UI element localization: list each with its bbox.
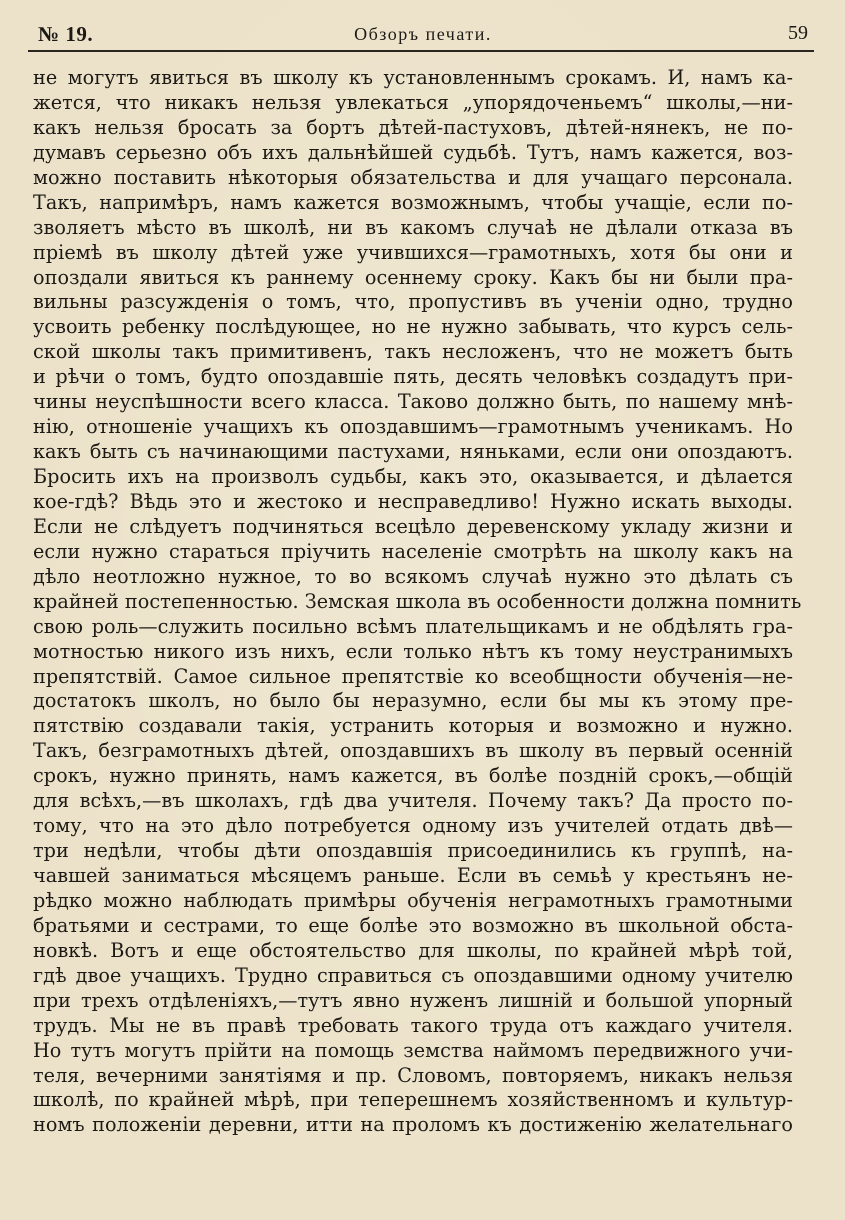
- text-line: Если не слѣдуетъ подчиняться всецѣло деревенскому укладу жизни и: [33, 514, 793, 538]
- text-line: какъ нельзя бросать за бортъ дѣтей-пастуховъ, дѣтей-нянекъ, не по-: [33, 115, 793, 139]
- article-body: [33, 66, 802, 1138]
- text-line: рѣдко можно наблюдать примѣры обученія неграмотныхъ грамотными: [33, 888, 793, 912]
- text-line: Такъ, безграмотныхъ дѣтей, опоздавшихъ въ школу въ первый осенній: [33, 739, 793, 763]
- text-line: жется, что никакъ нельзя увлекаться „упорядоченьемъ“ школы,—ни-: [33, 90, 793, 114]
- text-line: номъ положеніи деревни, итти на проломъ къ достиженію желательнаго: [33, 1113, 793, 1137]
- text-line: Бросить ихъ на произволъ судьбы, какъ это, оказывается, и дѣлается: [33, 465, 793, 488]
- text-line: мотностью никого изъ нихъ, если только нѣтъ къ тому неустранимыхъ: [33, 639, 793, 663]
- text-line: срокъ, нужно принять, намъ кажется, въ болѣе поздній срокъ,—общій: [33, 764, 793, 788]
- text-line: кое-гдѣ? Вѣдь это и жестоко и несправедливо! Нужно искать выходы.: [33, 489, 793, 513]
- text-line: можно поставить нѣкоторыя обязательства и для учащаго персонала.: [33, 165, 793, 189]
- text-line: препятствій. Самое сильное препятствіе ко всеобщности обученія—не-: [33, 664, 793, 688]
- issue-number: № 19.: [38, 22, 94, 46]
- text-line: нію, отношеніе учащихъ къ опоздавшимъ—грамотнымъ ученикамъ. Но: [33, 415, 793, 439]
- text-line: три недѣли, чтобы дѣти опоздавшія присоединились къ группѣ, на-: [33, 839, 793, 863]
- text-line: новкѣ. Вотъ и еще обстоятельство для школы, по крайней мѣрѣ той,: [33, 938, 793, 962]
- text-line: Такъ, напримѣръ, намъ кажется возможнымъ, чтобы учащіе, если по-: [33, 190, 793, 214]
- text-line: ской школы такъ примитивенъ, такъ несложенъ, что не можетъ быть: [33, 340, 793, 364]
- text-line: думавъ серьезно объ ихъ дальнѣйшей судьбѣ. Тутъ, намъ кажется, воз-: [33, 140, 793, 164]
- text-line: гдѣ двое учащихъ. Трудно справиться съ опоздавшими одному учителю: [33, 963, 793, 987]
- text-line: и рѣчи о томъ, будто опоздавшіе пять, десять человѣкъ создадутъ при-: [33, 365, 793, 389]
- text-line: достатокъ школъ, но было бы неразумно, если бы мы къ этому пре-: [33, 689, 793, 713]
- text-line: трудъ. Мы не въ правѣ требовать такого труда отъ каждаго учителя.: [33, 1013, 793, 1037]
- running-title: Обзоръ печати.: [354, 24, 492, 44]
- text-line: вильны разсужденія о томъ, что, пропустивъ въ ученіи одно, трудно: [33, 290, 793, 314]
- text-line: дѣло неотложно нужное, то во всякомъ случаѣ нужно это дѣлать съ: [33, 564, 793, 588]
- text-line: опоздали явиться къ раннему осеннему сроку. Какъ бы ни были пра-: [33, 265, 793, 289]
- page-number: 59: [788, 22, 808, 44]
- header-rule: [28, 50, 814, 52]
- text-line: усвоить ребенку послѣдующее, но не нужно забывать, что курсъ сель-: [33, 315, 793, 339]
- page-header: [38, 20, 808, 54]
- text-line: пріемѣ въ школу дѣтей уже учившихся—грамотныхъ, хотя бы они и: [33, 240, 793, 264]
- text-line: если нужно стараться пріучить населеніе смотрѣть на школу какъ на: [33, 539, 793, 563]
- text-line: какъ быть съ начинающими пастухами, няньками, если они опоздаютъ.: [33, 440, 793, 464]
- text-line: теля, вечерними занятіямя и пр. Словомъ, повторяемъ, никакъ нельзя: [33, 1063, 793, 1087]
- text-line: для всѣхъ,—въ школахъ, гдѣ два учителя. Почему такъ? Да просто по-: [33, 789, 793, 813]
- text-line: крайней постепенностью. Земская школа въ особенности должна помнить: [33, 589, 802, 613]
- text-line: тому, что на это дѣло потребуется одному изъ учителей отдать двѣ—: [33, 814, 793, 838]
- text-line: братьями и сестрами, то еще болѣе это возможно въ школьной обста-: [33, 913, 793, 937]
- text-line: чавшей заниматься мѣсяцемъ раньше. Если въ семьѣ у крестьянъ не-: [33, 864, 793, 887]
- text-line: свою роль—служить посильно всѣмъ плательщикамъ и не обдѣлять гра-: [33, 614, 793, 638]
- text-line: чины неуспѣшности всего класса. Таково должно быть, по нашему мнѣ-: [33, 390, 793, 414]
- text-line: школѣ, по крайней мѣрѣ, при теперешнемъ хозяйственномъ и культур-: [33, 1088, 793, 1112]
- text-line: не могутъ явиться въ школу къ установленнымъ срокамъ. И, намъ ка-: [33, 66, 793, 89]
- text-line: зволяетъ мѣсто въ школѣ, ни въ какомъ случаѣ не дѣлали отказа въ: [33, 215, 793, 239]
- text-line: пятствію создавали такія, устранить которыя и возможно и нужно.: [33, 714, 793, 738]
- text-line: при трехъ отдѣленіяхъ,—тутъ явно нуженъ лишній и большой упорный: [33, 988, 793, 1012]
- text-line: Но тутъ могутъ прійти на помощь земства наймомъ передвижного учи-: [33, 1038, 793, 1062]
